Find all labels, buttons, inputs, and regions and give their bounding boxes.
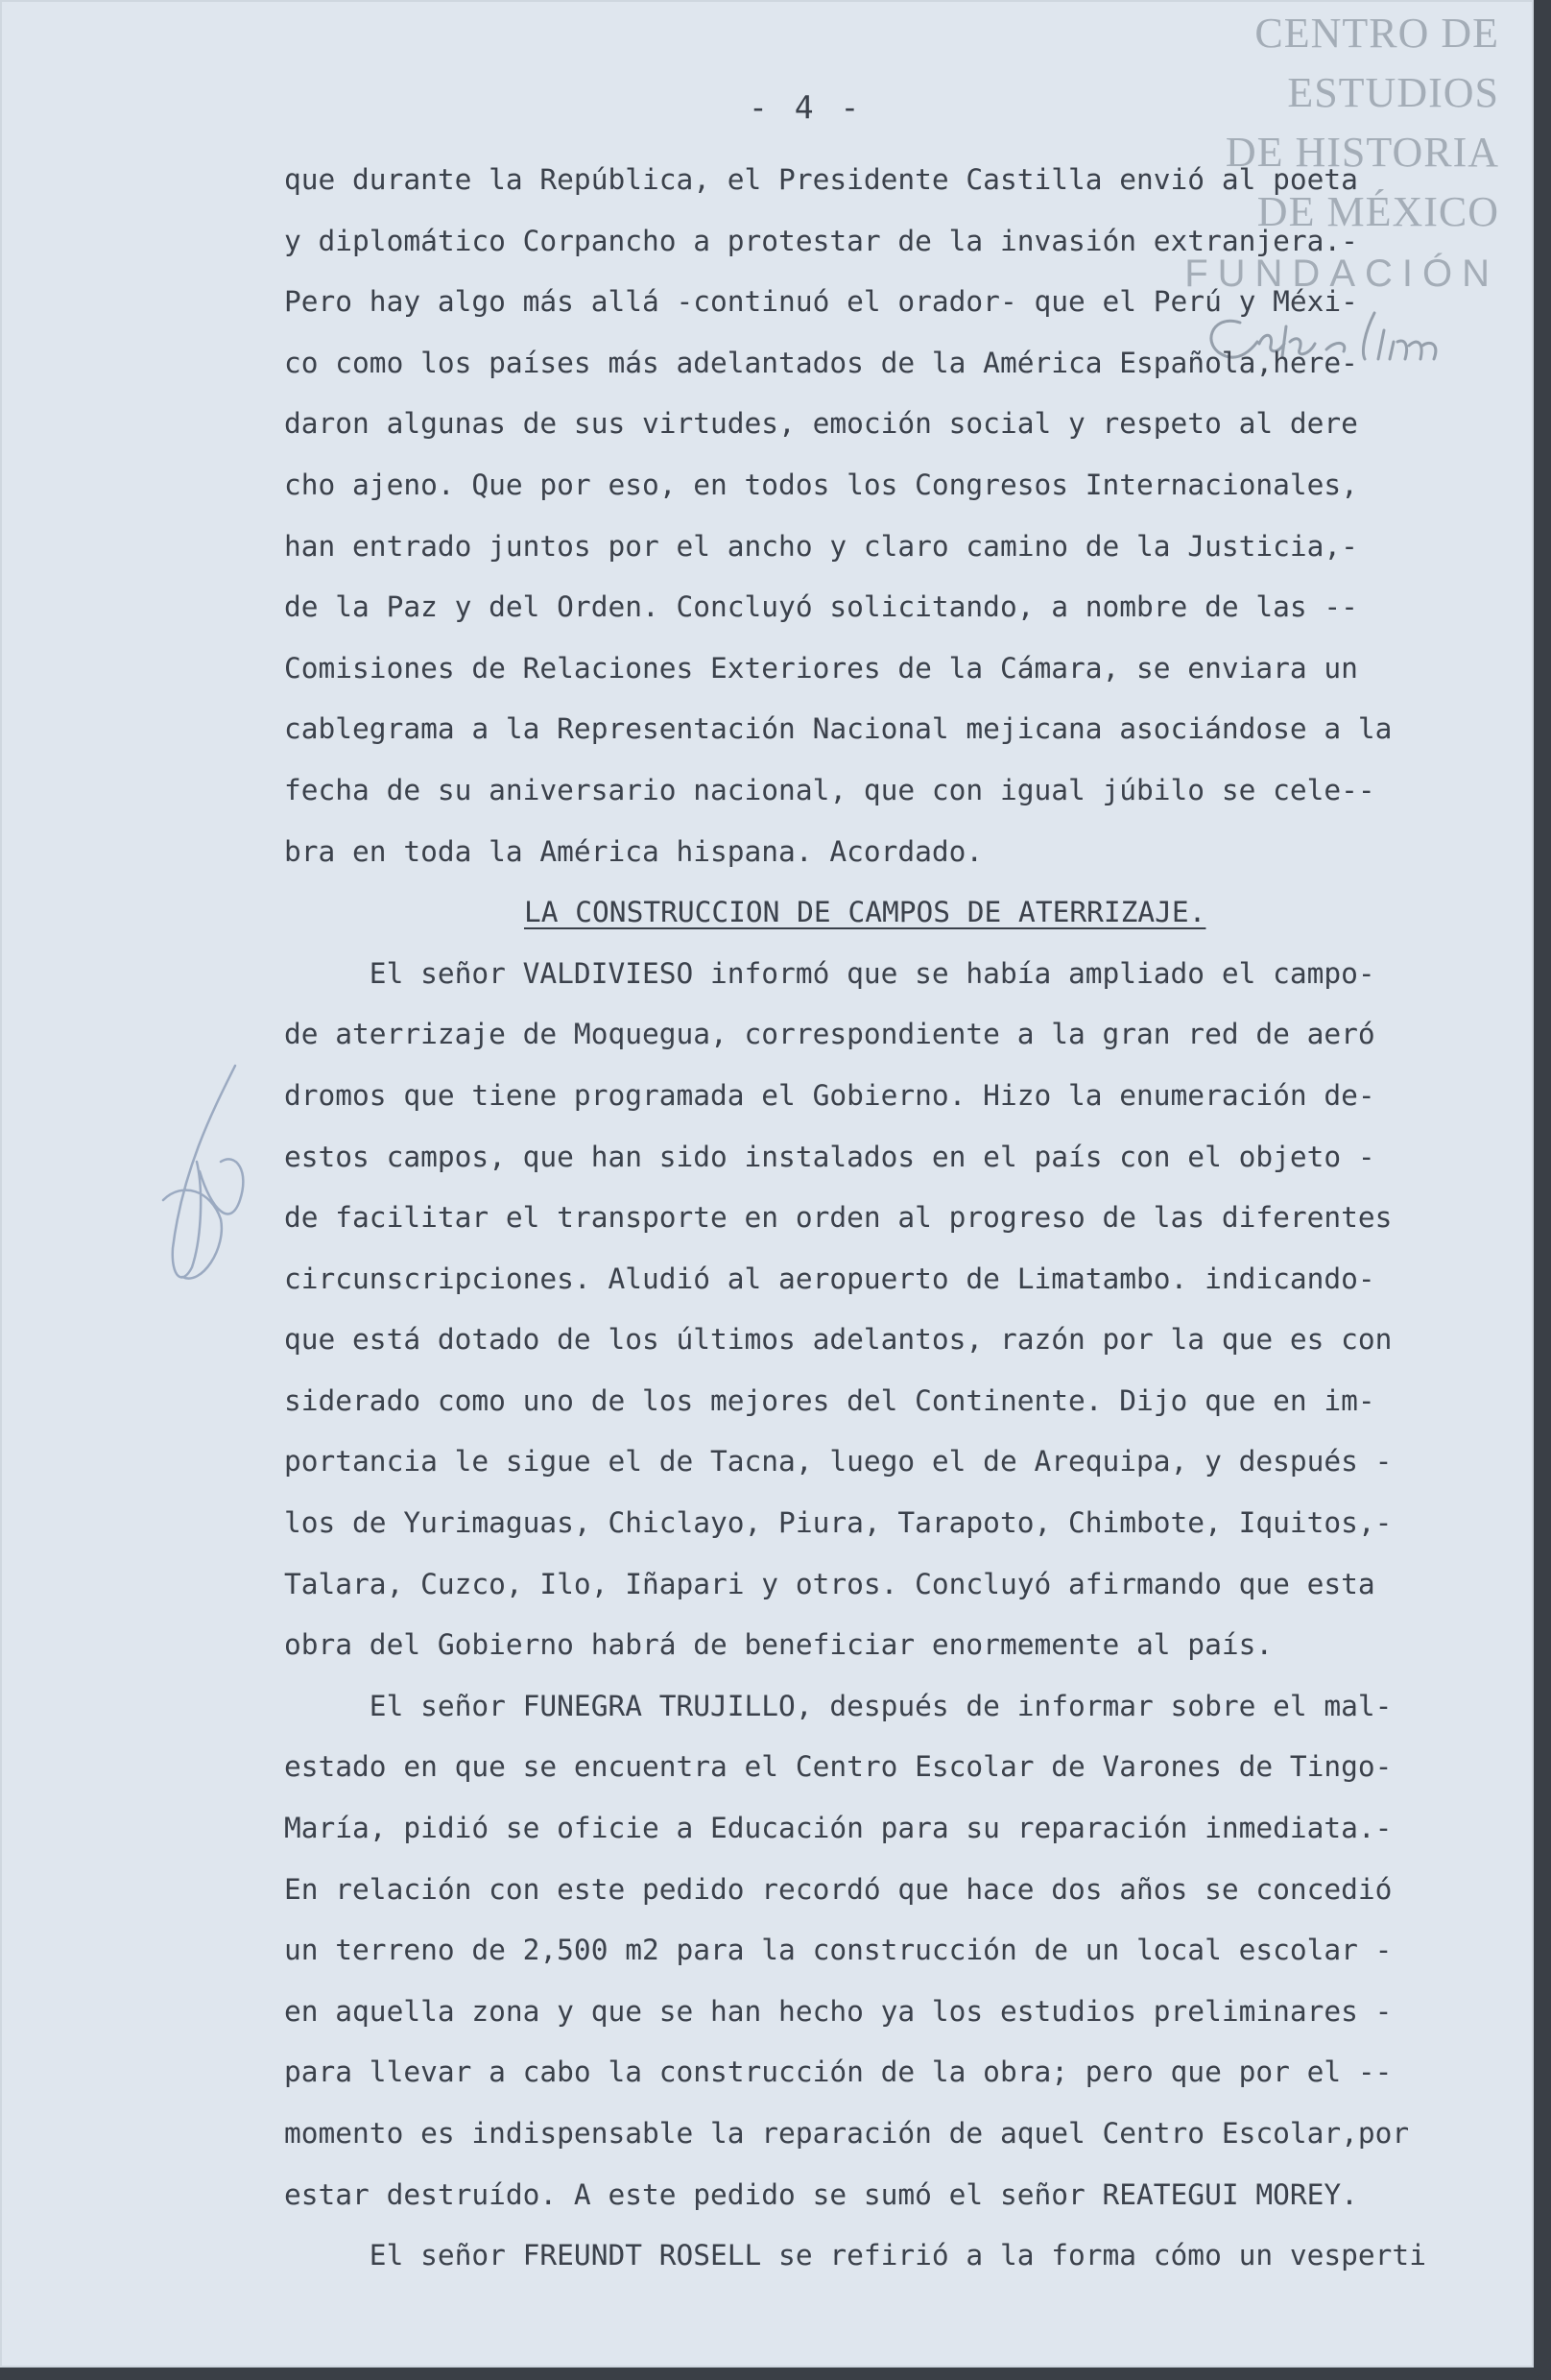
text-line: El señor FUNEGRA TRUJILLO, después de informar sobre el mal-: [284, 1689, 1393, 1722]
watermark-line: DE HISTORIA: [1225, 129, 1499, 176]
text-line: de facilitar el transporte en orden al progreso de las diferentes: [284, 1201, 1393, 1235]
watermark-line: CENTRO DE: [1254, 10, 1499, 57]
text-line: para llevar a cabo la construcción de la obra; pero que por el --: [284, 2055, 1393, 2089]
text-line: El señor VALDIVIESO informó que se había ampliado el campo-: [284, 956, 1375, 990]
text-line: daron algunas de sus virtudes, emoción social y respeto al dere: [284, 407, 1358, 441]
text-line: estos campos, que han sido instalados en el país con el objeto -: [284, 1140, 1375, 1173]
text-line: fecha de su aniversario nacional, que con igual júbilo se cele--: [284, 773, 1375, 806]
text-line: portancia le sigue el de Tacna, luego el de Arequipa, y después -: [284, 1445, 1393, 1478]
text-line: Comisiones de Relaciones Exteriores de la Cámara, se enviara un: [284, 651, 1358, 685]
text-line: en aquella zona y que se han hecho ya los estudios preliminares -: [284, 1994, 1393, 2028]
text-line: han entrado juntos por el ancho y claro camino de la Justicia,-: [284, 529, 1358, 563]
text-line: de la Paz y del Orden. Concluyó solicitando, a nombre de las --: [284, 590, 1358, 624]
text-line: bra en toda la América hispana. Acordado.: [284, 834, 984, 868]
text-line: estar destruído. A este pedido se sumó el señor REATEGUI MOREY.: [284, 2177, 1358, 2211]
text-line: obra del Gobierno habrá de beneficiar enormemente al país.: [284, 1628, 1274, 1662]
text-line: estado en que se encuentra el Centro Escolar de Varones de Tingo-: [284, 1750, 1393, 1784]
text-line: dromos que tiene programada el Gobierno. Hizo la enumeración de-: [284, 1078, 1375, 1112]
text-line: que está dotado de los últimos adelantos, razón por la que es con: [284, 1323, 1393, 1357]
text-line: cablegrama a la Representación Nacional mejicana asociándose a la: [284, 712, 1393, 746]
watermark-line: ESTUDIOS: [1287, 69, 1499, 116]
text-line: de aterrizaje de Moquegua, correspondiente a la gran red de aeró: [284, 1018, 1375, 1051]
text-line: El señor FREUNDT ROSELL se refirió a la forma cómo un vesperti: [284, 2239, 1426, 2272]
text-line: siderado como uno de los mejores del Continente. Dijo que en im-: [284, 1383, 1375, 1417]
text-line: co como los países más adelantados de la América Española,here-: [284, 346, 1358, 379]
document-body: [284, 150, 1484, 2287]
text-line: los de Yurimaguas, Chiclayo, Piura, Tarapoto, Chimbote, Iquitos,-: [284, 1506, 1393, 1540]
page-number: - 4 -: [749, 88, 864, 126]
text-line: y diplomático Corpancho a protestar de la invasión extranjera.-: [284, 224, 1358, 257]
text-line: circunscripciones. Aludió al aeropuerto de Limatambo. indicando-: [284, 1262, 1375, 1295]
text-line: Pero hay algo más allá -continuó el orador- que el Perú y Méxi-: [284, 285, 1358, 319]
text-line: Talara, Cuzco, Ilo, Iñapari y otros. Concluyó afirmando que esta: [284, 1567, 1375, 1600]
text-line: que durante la República, el Presidente Castilla envió al poeta: [284, 163, 1358, 196]
text-line: un terreno de 2,500 m2 para la construcción de un local escolar -: [284, 1934, 1393, 1967]
watermark-fundacion: FUNDACIÓN: [1184, 252, 1499, 295]
section-heading: LA CONSTRUCCION DE CAMPOS DE ATERRIZAJE.: [524, 896, 1206, 929]
text-line: En relación con este pedido recordó que hace dos años se concedió: [284, 1872, 1393, 1906]
text-line: momento es indispensable la reparación de aquel Centro Escolar,por: [284, 2117, 1410, 2150]
handwritten-initials-icon: [144, 1056, 259, 1306]
text-line: María, pidió se oficie a Educación para su reparación inmediata.-: [284, 1812, 1393, 1845]
watermark-line: DE MÉXICO: [1256, 188, 1499, 235]
text-line: cho ajeno. Que por eso, en todos los Congresos Internacionales,: [284, 468, 1358, 501]
